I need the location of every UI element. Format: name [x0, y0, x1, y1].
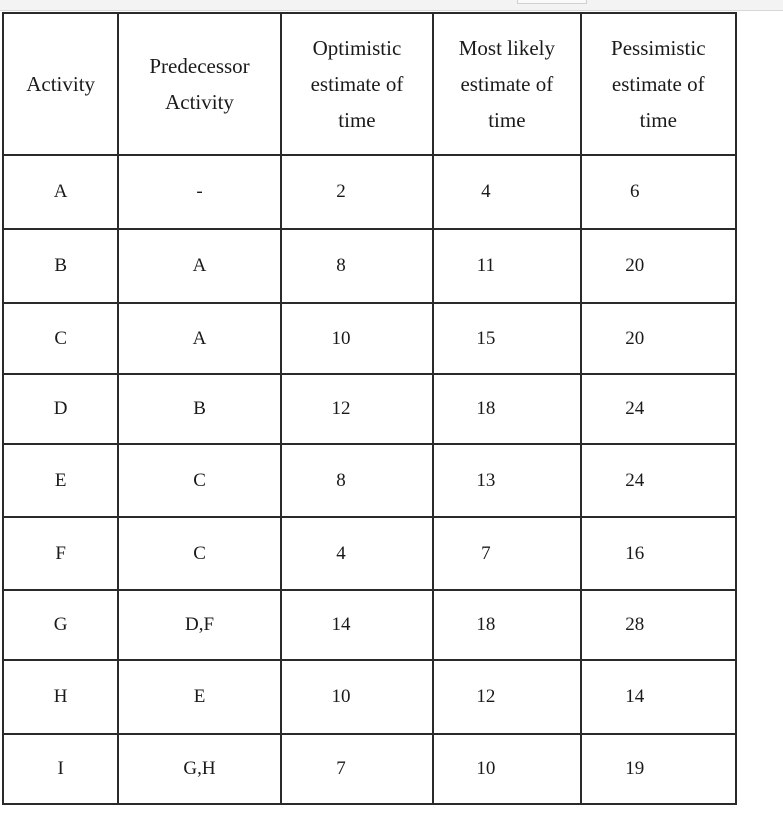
cell-activity: C — [3, 303, 118, 374]
table-row — [3, 374, 736, 444]
table-row — [3, 229, 736, 303]
cell-predecessor: D,F — [118, 590, 280, 660]
cell-pessimistic: 24 — [581, 444, 736, 517]
cell-most-likely: 4 — [433, 155, 580, 229]
table-row — [3, 444, 736, 517]
cell-most-likely: 7 — [433, 517, 580, 590]
cell-pessimistic: 20 — [581, 303, 736, 374]
cell-pessimistic: 6 — [581, 155, 736, 229]
table-body — [3, 155, 736, 804]
cell-optimistic: 2 — [281, 155, 433, 229]
cell-activity: D — [3, 374, 118, 444]
cell-most-likely: 13 — [433, 444, 580, 517]
header-optimistic-estimate: Optimistic estimate of time — [281, 13, 433, 155]
top-scroll-bar — [0, 0, 783, 11]
table-row — [3, 660, 736, 734]
cell-predecessor: B — [118, 374, 280, 444]
cell-most-likely: 15 — [433, 303, 580, 374]
cell-most-likely: 11 — [433, 229, 580, 303]
cell-most-likely: 18 — [433, 374, 580, 444]
cell-activity: F — [3, 517, 118, 590]
cell-optimistic: 4 — [281, 517, 433, 590]
cell-pessimistic: 14 — [581, 660, 736, 734]
table-row — [3, 590, 736, 660]
cell-optimistic: 8 — [281, 444, 433, 517]
cell-activity: A — [3, 155, 118, 229]
cell-predecessor: E — [118, 660, 280, 734]
top-scroll-handle[interactable] — [517, 0, 587, 4]
cell-most-likely: 12 — [433, 660, 580, 734]
header-predecessor-activity: Predecessor Activity — [118, 13, 280, 155]
table-row — [3, 155, 736, 229]
cell-pessimistic: 24 — [581, 374, 736, 444]
cell-predecessor: - — [118, 155, 280, 229]
cell-activity: E — [3, 444, 118, 517]
cell-activity: G — [3, 590, 118, 660]
cell-activity: B — [3, 229, 118, 303]
table-row — [3, 734, 736, 804]
cell-optimistic: 14 — [281, 590, 433, 660]
cell-activity: I — [3, 734, 118, 804]
cell-predecessor: G,H — [118, 734, 280, 804]
cell-optimistic: 8 — [281, 229, 433, 303]
cell-predecessor: A — [118, 303, 280, 374]
header-most-likely-estimate: Most likely estimate of time — [433, 13, 580, 155]
header-pessimistic-estimate: Pessimistic estimate of time — [581, 13, 736, 155]
cell-most-likely: 10 — [433, 734, 580, 804]
table-row — [3, 303, 736, 374]
cell-optimistic: 10 — [281, 660, 433, 734]
activity-time-estimates-table — [2, 12, 737, 805]
cell-pessimistic: 20 — [581, 229, 736, 303]
cell-pessimistic: 19 — [581, 734, 736, 804]
cell-most-likely: 18 — [433, 590, 580, 660]
cell-optimistic: 7 — [281, 734, 433, 804]
cell-pessimistic: 16 — [581, 517, 736, 590]
header-row — [3, 13, 736, 155]
cell-optimistic: 10 — [281, 303, 433, 374]
cell-pessimistic: 28 — [581, 590, 736, 660]
header-activity: Activity — [3, 13, 118, 155]
table-row — [3, 517, 736, 590]
cell-optimistic: 12 — [281, 374, 433, 444]
cell-activity: H — [3, 660, 118, 734]
cell-predecessor: A — [118, 229, 280, 303]
cell-predecessor: C — [118, 517, 280, 590]
cell-predecessor: C — [118, 444, 280, 517]
